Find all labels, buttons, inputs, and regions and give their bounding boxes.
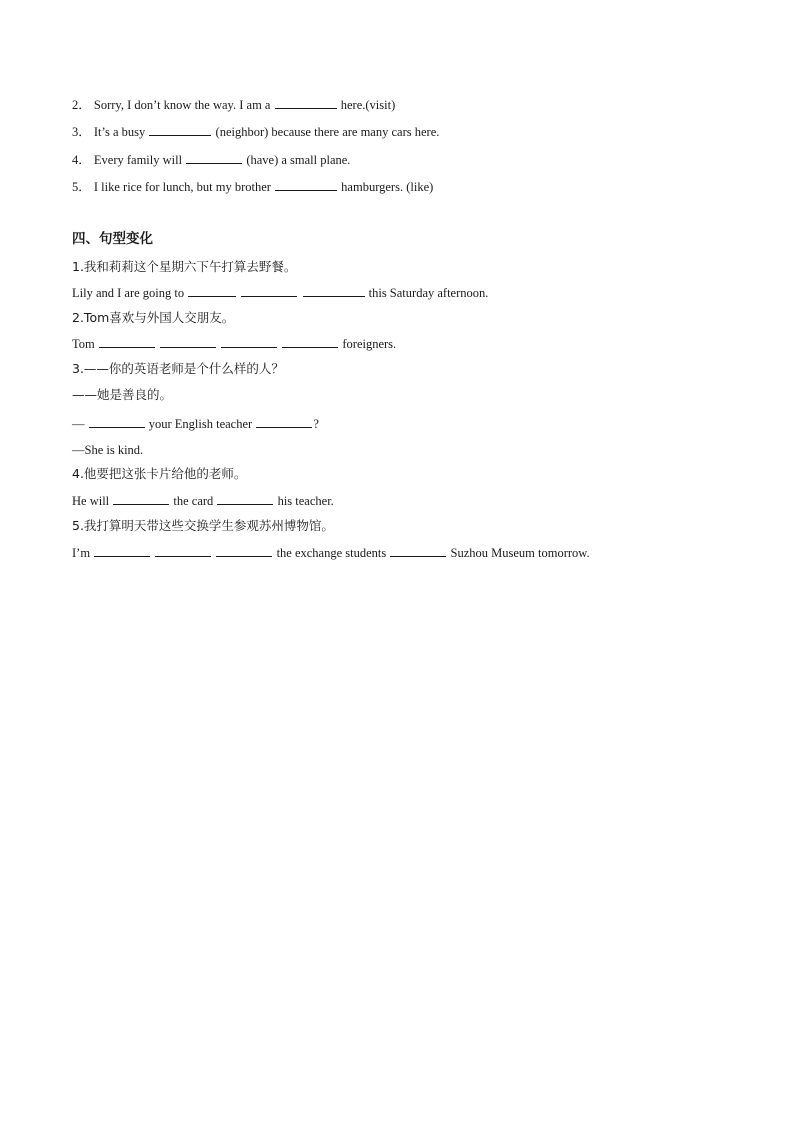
fill-in-item-4	[72, 152, 350, 168]
answer-blank[interactable]	[149, 124, 211, 136]
sentence-middle: the exchange students	[276, 546, 387, 560]
sentence-after: his teacher.	[277, 494, 334, 508]
answer-blank[interactable]	[94, 545, 150, 557]
q3-english	[72, 416, 319, 432]
answer-blank[interactable]	[221, 336, 277, 348]
answer-blank[interactable]	[275, 179, 337, 191]
sentence-after: (have) a small plane.	[246, 153, 351, 167]
q3-english-answer: —She is kind.	[72, 443, 144, 457]
question-mark: ?	[313, 417, 319, 431]
answer-blank[interactable]	[155, 545, 211, 557]
answer-blank[interactable]	[241, 285, 297, 297]
answer-blank[interactable]	[188, 285, 236, 297]
sentence-after: Suzhou Museum tomorrow.	[450, 546, 590, 560]
fill-in-item-5	[72, 179, 433, 195]
sentence-middle: your English teacher	[148, 417, 253, 431]
sentence-before: Sorry, I don’t know the way. I am a	[93, 98, 271, 112]
item-number: 4．	[72, 153, 91, 167]
sentence-before: Every family will	[93, 153, 183, 167]
fill-in-item-3	[72, 124, 439, 140]
sentence-after: this Saturday afternoon.	[368, 286, 489, 300]
sentence-before: He will	[72, 494, 110, 508]
q4-english	[72, 493, 334, 509]
sentence-before: Tom	[72, 337, 95, 351]
q3-chinese-answer: ——她是善良的。	[72, 387, 173, 402]
fill-in-item-2	[72, 97, 395, 113]
q4-chinese: 4.他要把这张卡片给他的老师。	[72, 466, 247, 481]
answer-blank[interactable]	[282, 336, 338, 348]
answer-blank[interactable]	[113, 493, 169, 505]
sentence-after: here.(visit)	[340, 98, 396, 112]
answer-blank[interactable]	[186, 152, 242, 164]
sentence-before: It’s a busy	[93, 125, 146, 139]
q5-chinese: 5.我打算明天带这些交换学生参观苏州博物馆。	[72, 518, 334, 533]
section-heading: 四、句型变化	[72, 231, 153, 247]
answer-blank[interactable]	[89, 416, 145, 428]
answer-blank[interactable]	[99, 336, 155, 348]
answer-blank[interactable]	[390, 545, 446, 557]
sentence-before: I’m	[72, 546, 91, 560]
sentence-after: (neighbor) because there are many cars here.	[215, 125, 440, 139]
answer-blank[interactable]	[160, 336, 216, 348]
sentence-after: foreigners.	[342, 337, 397, 351]
dialogue-dash: —	[72, 417, 85, 431]
answer-blank[interactable]	[217, 493, 273, 505]
sentence-middle: the card	[173, 494, 214, 508]
answer-blank[interactable]	[275, 97, 337, 109]
q2-chinese: 2.Tom喜欢与外国人交朋友。	[72, 310, 235, 325]
answer-blank[interactable]	[216, 545, 272, 557]
sentence-after: hamburgers. (like)	[341, 180, 434, 194]
item-number: 2．	[72, 98, 91, 112]
q3-chinese-question: 3.——你的英语老师是个什么样的人？	[72, 361, 284, 376]
item-number: 3．	[72, 125, 91, 139]
q1-english	[72, 285, 488, 301]
q2-english	[72, 336, 396, 352]
q5-english	[72, 545, 590, 561]
item-number: 5．	[72, 180, 91, 194]
q1-chinese: 1.我和莉莉这个星期六下午打算去野餐。	[72, 259, 297, 274]
answer-blank[interactable]	[303, 285, 365, 297]
sentence-before: Lily and I are going to	[72, 286, 185, 300]
answer-blank[interactable]	[256, 416, 312, 428]
sentence-before: I like rice for lunch, but my brother	[93, 180, 271, 194]
